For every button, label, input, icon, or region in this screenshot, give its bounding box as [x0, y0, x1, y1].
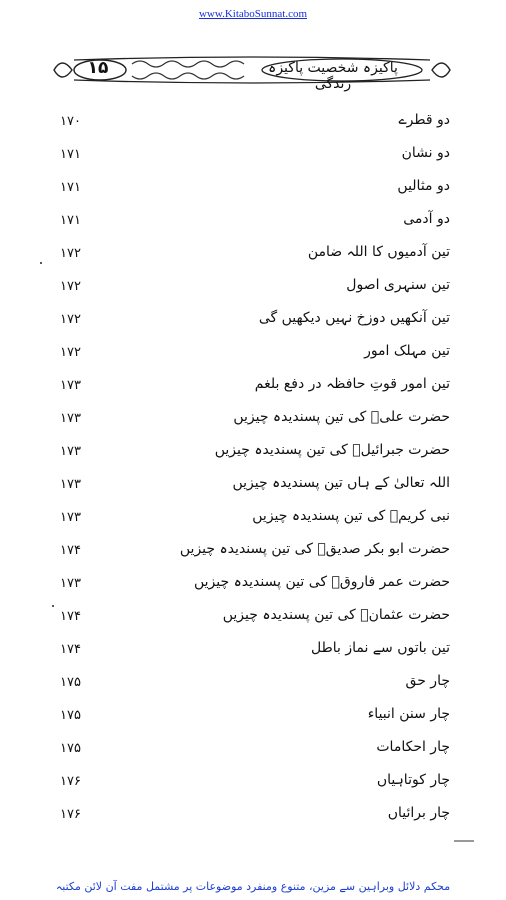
toc-row [60, 607, 450, 641]
toc-title: نبی کریمؐ کی تین پسندیدہ چیزیں [252, 508, 450, 524]
toc-title: تین سنہری اصول [346, 277, 450, 293]
toc-row [60, 145, 450, 179]
toc-title: دو قطرے [398, 112, 450, 128]
toc-title: حضرت جبرائیلؑ کی تین پسندیدہ چیزیں [214, 442, 450, 458]
toc-page-number: ۱۷۲ [60, 246, 81, 261]
toc-row [60, 805, 450, 839]
toc-row [60, 640, 450, 674]
toc-title: حضرت ابو بکر صدیقؓ کی تین پسندیدہ چیزیں [179, 541, 450, 557]
scan-speck [52, 605, 54, 607]
toc-page-number: ۱۷۳ [60, 477, 81, 492]
toc-title: دو نشان [401, 145, 450, 161]
footer-rule [454, 840, 474, 842]
book-title: پاکیزہ شخصیت پاکیزہ زندگی [268, 60, 398, 92]
toc-page-number: ۱۷۲ [60, 312, 81, 327]
toc-title: چار حق [405, 673, 450, 689]
toc-page-number: ۱۷۵ [60, 708, 81, 723]
toc-row [60, 178, 450, 212]
toc-title: حضرت عمر فاروقؓ کی تین پسندیدہ چیزیں [194, 574, 450, 590]
toc-title: چار سنن انبیاء [367, 706, 450, 722]
toc-row [60, 772, 450, 806]
toc-page-number: ۱۷۳ [60, 411, 81, 426]
toc-title: تین مہلک امور [364, 343, 450, 359]
toc-title: چار کوتاہیاں [376, 772, 450, 788]
toc-page-number: ۱۷۶ [60, 807, 81, 822]
toc-page-number: ۱۷۴ [60, 642, 81, 657]
toc-row [60, 442, 450, 476]
toc-row [60, 739, 450, 773]
toc-row [60, 310, 450, 344]
toc-page-number: ۱۷۲ [60, 345, 81, 360]
toc-title: چار برائیاں [387, 805, 450, 821]
toc-row [60, 409, 450, 443]
toc-row [60, 244, 450, 278]
toc-row [60, 277, 450, 311]
toc-title: چار احکامات [376, 739, 450, 755]
toc-page-number: ۱۷۰ [60, 114, 81, 129]
toc-page-number: ۱۷۳ [60, 576, 81, 591]
toc-row [60, 673, 450, 707]
toc-page-number: ۱۷۵ [60, 741, 81, 756]
toc-page-number: ۱۷۴ [60, 609, 81, 624]
toc-title: دو آدمی [403, 211, 450, 227]
toc-row [60, 508, 450, 542]
toc-page-number: ۱۷۳ [60, 378, 81, 393]
toc-title: تین باتوں سے نماز باطل [310, 640, 450, 656]
toc-title: تین آنکھیں دوزخ نہیں دیکھیں گی [258, 310, 450, 326]
toc-title: اللہ تعالیٰ کے ہاں تین پسندیدہ چیزیں [232, 475, 450, 491]
toc-page-number: ۱۷۳ [60, 510, 81, 525]
toc-row [60, 211, 450, 245]
toc-page-number: ۱۷۱ [60, 147, 81, 162]
toc-row [60, 343, 450, 377]
toc-row [60, 112, 450, 146]
toc-title: تین آدمیوں کا اللہ ضامن [307, 244, 450, 260]
toc-page-number: ۱۷۶ [60, 774, 81, 789]
toc-title: دو مثالیں [397, 178, 450, 194]
toc-title: حضرت علیؓ کی تین پسندیدہ چیزیں [233, 409, 450, 425]
toc-page-number: ۱۷۱ [60, 213, 81, 228]
toc-page-number: ۱۷۲ [60, 279, 81, 294]
footer-text: محکم دلائل وبراہین سے مزین، متنوع ومنفرد موضوعات پر مشتمل مفت آن لائن مکتبہ [55, 880, 451, 893]
toc-title: تین امور قوتِ حافظہ در دفع بلغم [254, 376, 450, 392]
toc-page-number: ۱۷۵ [60, 675, 81, 690]
toc-row [60, 541, 450, 575]
toc-row [60, 376, 450, 410]
toc-page-number: ۱۷۱ [60, 180, 81, 195]
toc-row [60, 475, 450, 509]
toc-row [60, 706, 450, 740]
toc-page-number: ۱۷۳ [60, 444, 81, 459]
site-url[interactable]: www.KitaboSunnat.com [198, 8, 308, 20]
toc-page-number: ۱۷۴ [60, 543, 81, 558]
scan-speck [40, 262, 42, 264]
toc-row [60, 574, 450, 608]
page-number: ۱۵ [87, 58, 109, 78]
toc-title: حضرت عثمانؓ کی تین پسندیدہ چیزیں [222, 607, 450, 623]
